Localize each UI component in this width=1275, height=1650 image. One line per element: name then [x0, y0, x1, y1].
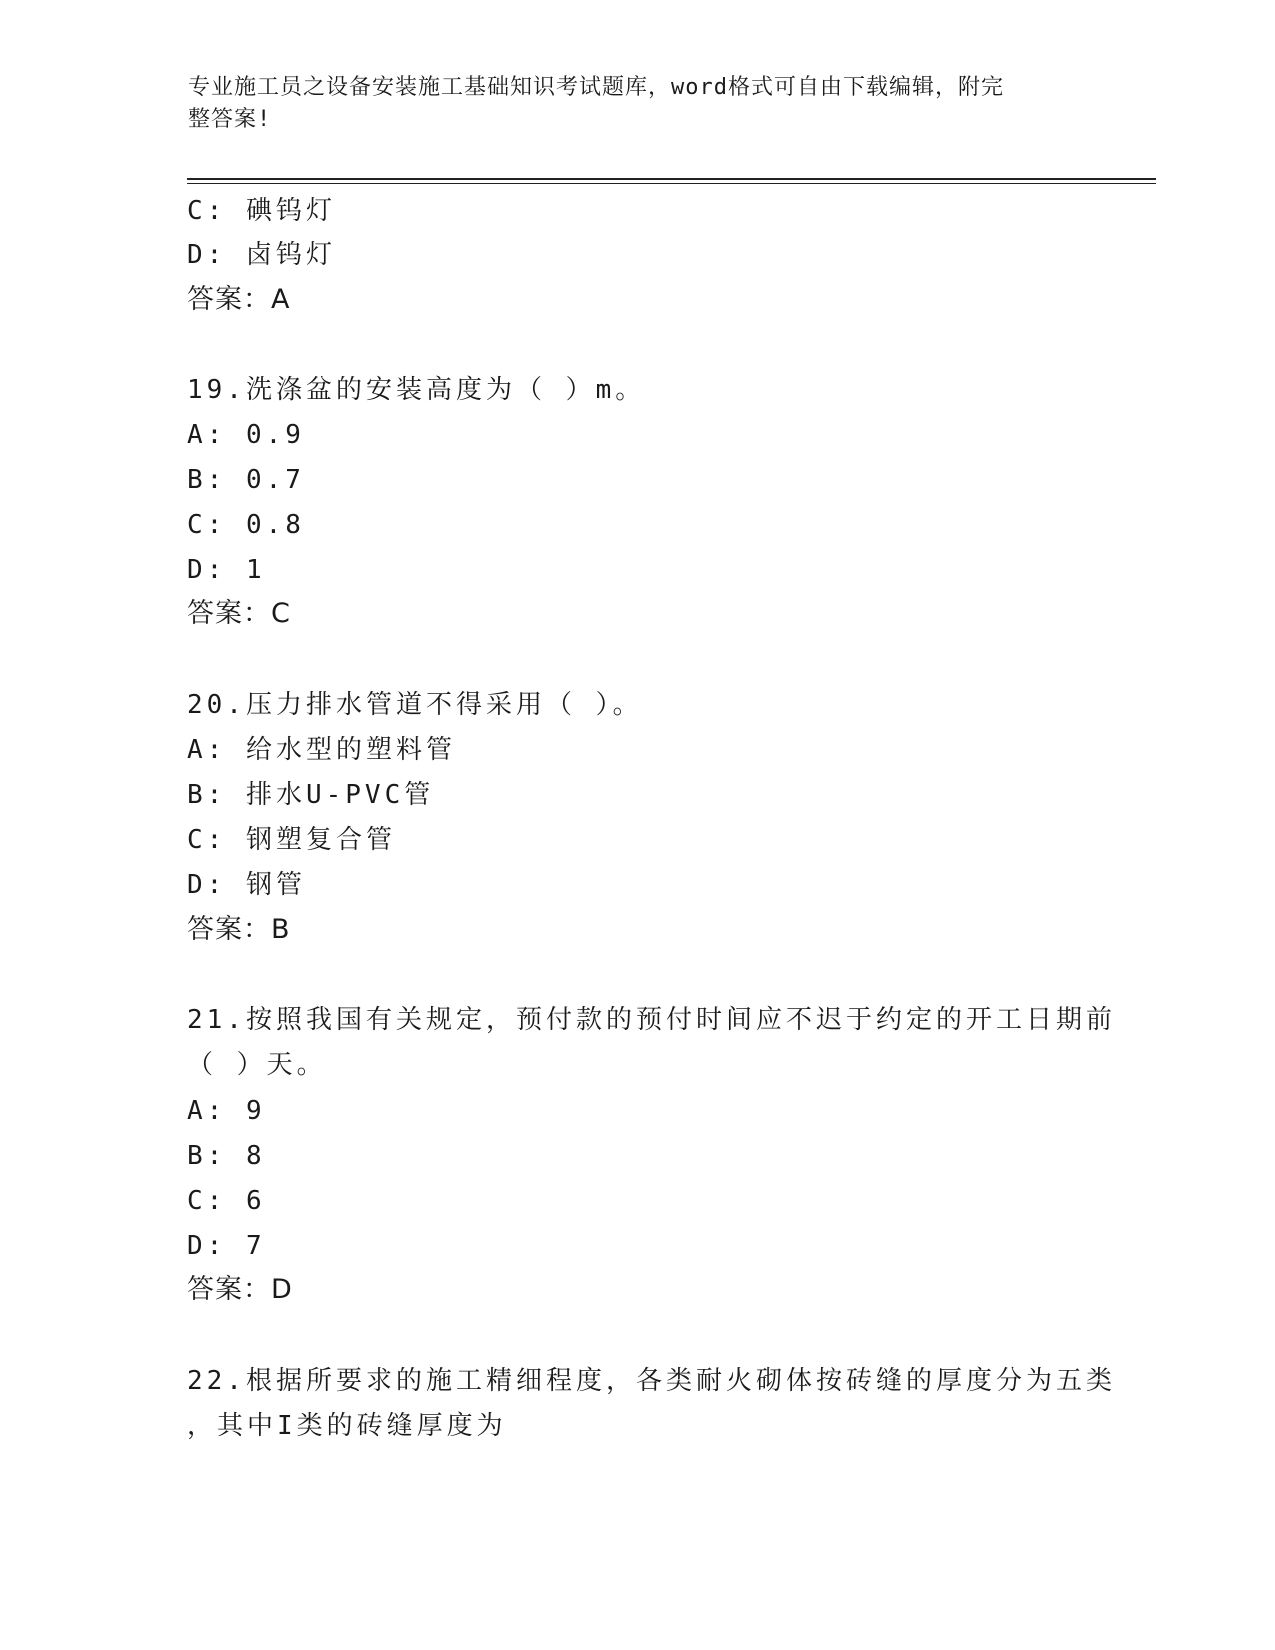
header-line-2: 整答案!	[188, 107, 272, 132]
question-22-stem-cont: ，其中I类的砖缝厚度为	[187, 1411, 507, 1441]
header-divider-thick	[187, 178, 1156, 180]
option-d: D: 卤钨灯	[187, 240, 336, 270]
document-header	[188, 72, 1068, 136]
option-b: B: 0.7	[187, 465, 305, 495]
option-a: A: 0.9	[187, 420, 305, 450]
question-22-stem: 22.根据所要求的施工精细程度，各类耐火砌体按砖缝的厚度分为五类	[187, 1366, 1116, 1396]
header-divider-thin	[187, 183, 1156, 184]
option-d: D: 7	[187, 1231, 266, 1261]
option-c: C: 碘钨灯	[187, 196, 336, 226]
question-21-stem: 21.按照我国有关规定，预付款的预付时间应不迟于约定的开工日期前	[187, 1005, 1116, 1035]
question-21-stem-cont: （ ）天。	[187, 1050, 327, 1080]
answer-line: 答案：B	[187, 914, 291, 945]
option-a: A: 给水型的塑料管	[187, 735, 456, 765]
header-line-1: 专业施工员之设备安装施工基础知识考试题库，word格式可自由下载编辑，附完	[188, 75, 1004, 100]
option-c: C: 0.8	[187, 510, 305, 540]
answer-line: 答案：A	[187, 284, 291, 315]
option-c: C: 钢塑复合管	[187, 825, 396, 855]
option-d: D: 钢管	[187, 870, 306, 900]
answer-line: 答案：C	[187, 598, 291, 629]
option-a: A: 9	[187, 1096, 266, 1126]
option-b: B: 8	[187, 1141, 266, 1171]
question-20-stem: 20.压力排水管道不得采用（ ）。	[187, 690, 643, 720]
question-19-stem: 19.洗涤盆的安装高度为（ ）m。	[187, 375, 646, 405]
option-d: D: 1	[187, 555, 266, 585]
answer-line: 答案：D	[187, 1274, 293, 1305]
option-c: C: 6	[187, 1186, 266, 1216]
option-b: B: 排水U-PVC管	[187, 780, 435, 810]
